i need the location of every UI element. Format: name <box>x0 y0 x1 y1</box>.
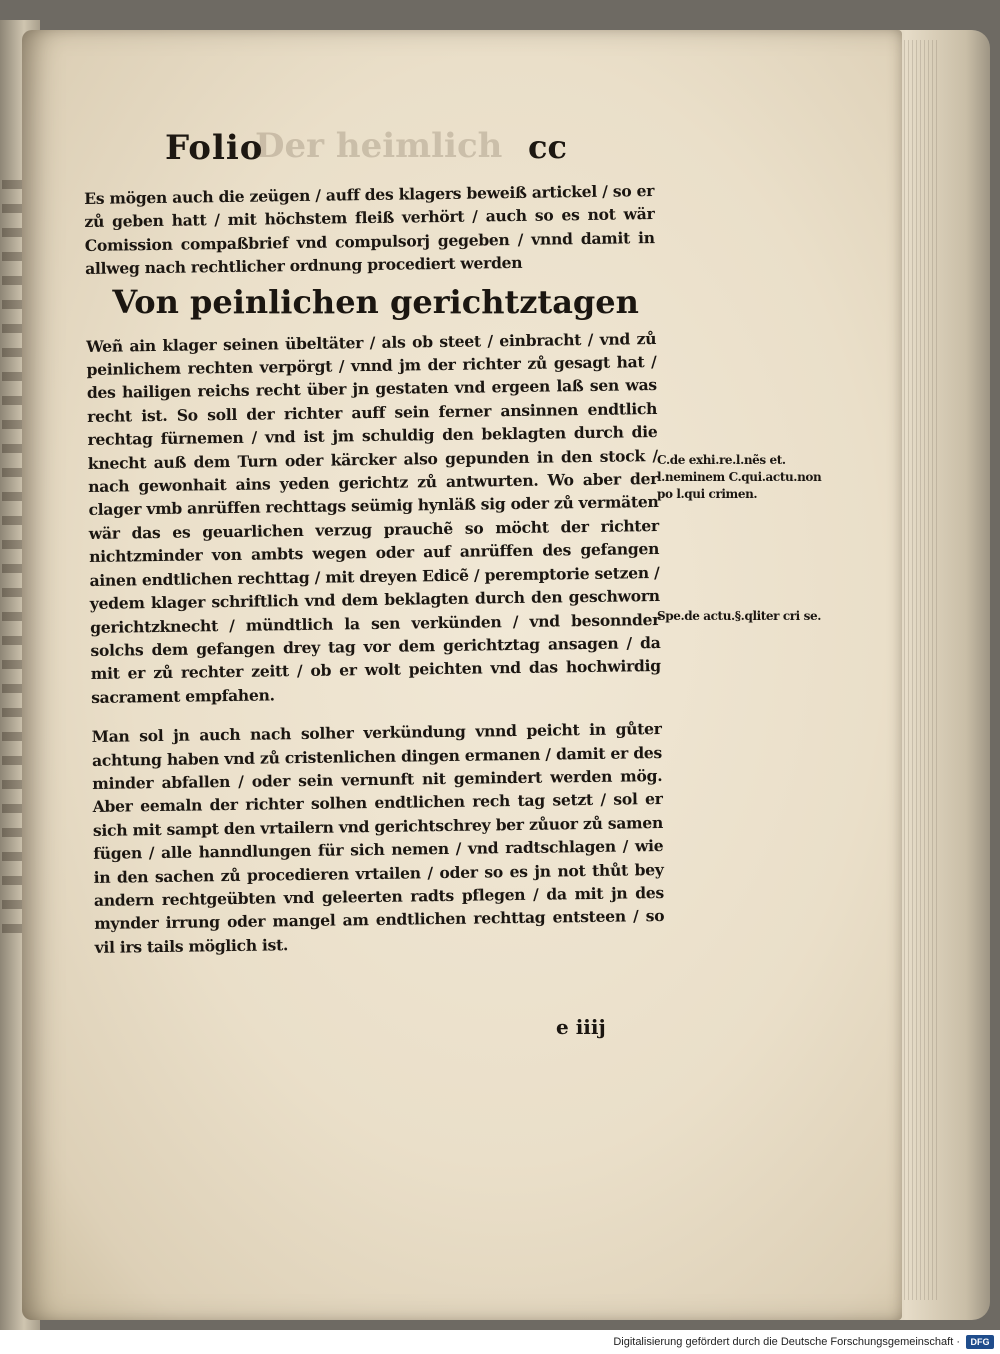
paragraph-witnesses: Es mögen auch die zeügen / auff des klagers beweiß artickel / so er zů geben hatt / mit höchstem fleiß verhört / auch so es not wär Comission compaßbrief vnd compulsorj gegeben / vnnd damit in allweg nach rechtlicher ordnung procediert werden <box>84 181 655 279</box>
signature-mark: e iiij <box>556 1015 606 1039</box>
paragraph-confession: Man sol jn auch nach solher verkündung vnnd peicht in gůter achtung haben vnd zů cristenlichen dingen ermanen / damit er des minder abfallen / oder sein vernunft nit gemindert werden mög. Aber eemaln der richter solhen endtlichen rech tag setzt / sol er sich mit sampt den vrtailern vnd gerichtschrey ber zůuor zů samen fügen / alle hanndlungen für sich nemen / vnd radtschlagen / wie in den sachen zů procedieren vrtailen / oder so es jn not thůt bey andern rechtgeübten vnd geleerten radts pflegen / da mit jn des mynder irrung oder mangel am endtlichen rechttag entsteen / so vil irs tails möglich ist. <box>91 719 665 957</box>
section-heading: Von peinlichen gerichtztagen <box>112 282 639 321</box>
marginal-note-citation-2: Spe.de actu.§.qliter cri se. <box>657 609 821 623</box>
running-header-folio: Folio <box>165 128 264 168</box>
paragraph-trial-day: Weñ ain klager seinen übeltäter / als ob steet / einbracht / vnd zů peinlichem rechten verpörgt / vnnd jm der richter zů gesagt hat / des hailigen reichs recht über jn gestaten vnd ergeen laß sen was recht ist. So soll der richter auff sein ferner ansinnen endtlich rechtag fürnemen / vnd ist jm schuldig den beklagten durch die knecht auß dem Turn oder kärcker also gepunden in den stock / nach gewonhait ains yeden gerichtz zů antwurten. Wo aber der clager vmb anrüffen rechttags seümig hynläß sig oder zů vermäten wär das es geuarlichen verzug prauchẽ so möcht der richter nichtzminder von ambts wegen oder auf anrüffen des gefangen ainen endtlichen rechttag / mit dreyen Edicẽ / peremptorie setzen / yedem klager schriftlich vnd dem beklagten durch den geschworn gerichtzknecht / mündtlich la sen verkünden / vnd besonnder solchs dem gefangen drey tag vor dem gerichtztag ansagen / da mit er zů rechter zeitt / ob er wolt peichten vnd das hochwirdig sacrament empfahen. <box>86 328 661 707</box>
show-through-text: Der heimlich <box>255 126 503 166</box>
funding-notice: Digitalisierung gefördert durch die Deutsche Forschungsgemeinschaft · <box>613 1336 960 1348</box>
main-text-column <box>84 179 665 959</box>
folio-number: cc <box>528 128 567 166</box>
dfg-logo: DFG <box>966 1335 994 1349</box>
marginal-note-citation-1: C.de exhi.re.l.nẽs et. l.neminem C.qui.actu.non po l.qui crimen. <box>657 453 822 501</box>
